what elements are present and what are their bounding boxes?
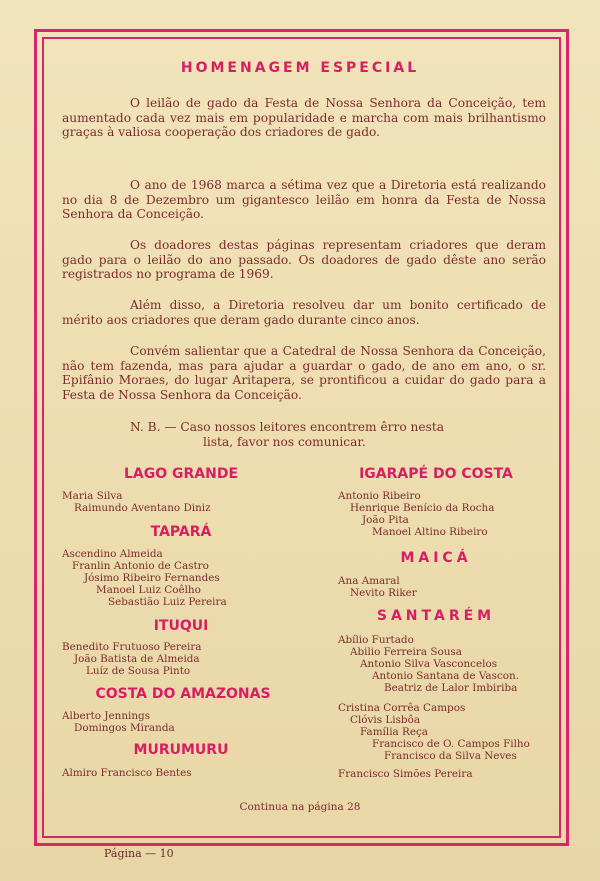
donor-name: Maria Silva	[62, 490, 123, 502]
page-number: Página — 10	[104, 847, 174, 860]
donor-name: Manoel Luiz Coêlho	[96, 584, 201, 596]
page-heading: HOMENAGEM ESPECIAL	[180, 60, 420, 76]
paragraph-5: Convém salientar que a Catedral de Nossa Senhora da Conceição, não tem fazenda, mas para ajudar a guardar o gado, de ano em ano, o sr. Epifânio Moraes, do lugar Aritapera, se prontificou a cuidar do gado para a Festa de Nossa Senhora da Conceição.	[62, 344, 546, 402]
donor-name: Abilio Ferreira Sousa	[350, 646, 462, 658]
donor-name: Família Reça	[360, 726, 429, 738]
donor-name: João Pita	[362, 514, 409, 526]
section-title-lago-grande: LAGO GRANDE	[123, 466, 239, 482]
section-title-murumuru: MURUMURU	[133, 742, 229, 758]
donor-name: Nevito Riker	[350, 587, 417, 599]
donor-name: Francisco da Silva Neves	[384, 750, 517, 762]
nb-line-1: N. B. — Caso nossos leitores encontrem êrro nesta	[130, 420, 445, 434]
section-title-igarape-do-costa: IGARAPÉ DO COSTA	[359, 466, 513, 482]
donor-name: João Batista de Almeida	[74, 653, 200, 665]
donor-name: Francisco Simões Pereira	[338, 768, 473, 780]
section-title-maica: MAICÁ	[400, 550, 472, 566]
donor-name: Clóvis Lisbôa	[350, 714, 421, 726]
donor-name: Antonio Santana de Vascon.	[372, 670, 520, 682]
nb-line-2: lista, favor nos comunicar.	[203, 435, 366, 449]
donor-name: Ascendino Almeida	[62, 548, 163, 560]
donor-name: Beatriz de Lalor Imbiriba	[384, 682, 518, 694]
section-title-ituqui: ITUQUI	[153, 618, 209, 634]
donor-name: Franlin Antonio de Castro	[72, 560, 209, 572]
donor-name: Antonio Silva Vasconcelos	[360, 658, 498, 670]
paragraph-4: Além disso, a Diretoria resolveu dar um bonito certificado de mérito aos criadores que deram gado durante cinco anos.	[62, 298, 546, 327]
donor-name: Cristina Corrêa Campos	[338, 702, 466, 714]
section-title-tapara: TAPARÁ	[150, 524, 212, 540]
donor-name: Sebastião Luiz Pereira	[108, 596, 227, 608]
donor-name: Henrique Benício da Rocha	[350, 502, 495, 514]
donor-name: Antonio Ribeiro	[338, 490, 421, 502]
donor-name: Ana Amaral	[338, 575, 400, 587]
donor-name: Luíz de Sousa Pinto	[86, 665, 191, 677]
donor-name: Jósimo Ribeiro Fernandes	[84, 572, 220, 584]
donor-name: Raimundo Aventano Diniz	[74, 502, 211, 514]
paragraph-3: Os doadores destas páginas representam criadores que deram gado para o leilão do ano passado. Os doadores de gado dêste ano serão registrados no programa de 1969.	[62, 238, 546, 282]
paragraph-1: O leilão de gado da Festa de Nossa Senhora da Conceição, tem aumentado cada vez mais em popularidade e marcha com mais brilhantismo graças à valiosa cooperação dos criadores de gado.	[62, 96, 546, 140]
paragraph-2: O ano de 1968 marca a sétima vez que a Diretoria está realizando no dia 8 de Dezembro um gigantesco leilão em honra da Festa de Nossa Senhora da Conceição.	[62, 178, 546, 222]
donor-name: Francisco de O. Campos Filho	[372, 738, 530, 750]
donor-name: Benedito Frutuoso Pereira	[62, 641, 202, 653]
donor-name: Almiro Francisco Bentes	[62, 767, 192, 779]
donor-name: Alberto Jennings	[62, 710, 151, 722]
section-title-costa-do-amazonas: COSTA DO AMAZONAS	[95, 686, 271, 702]
continued-note: Continua na página 28	[239, 801, 361, 813]
donor-name: Domingos Miranda	[74, 722, 175, 734]
section-title-santarem: SANTARÉM	[376, 608, 496, 624]
donor-name: Abílio Furtado	[338, 634, 414, 646]
donor-name: Manoel Altino Ribeiro	[372, 526, 488, 538]
